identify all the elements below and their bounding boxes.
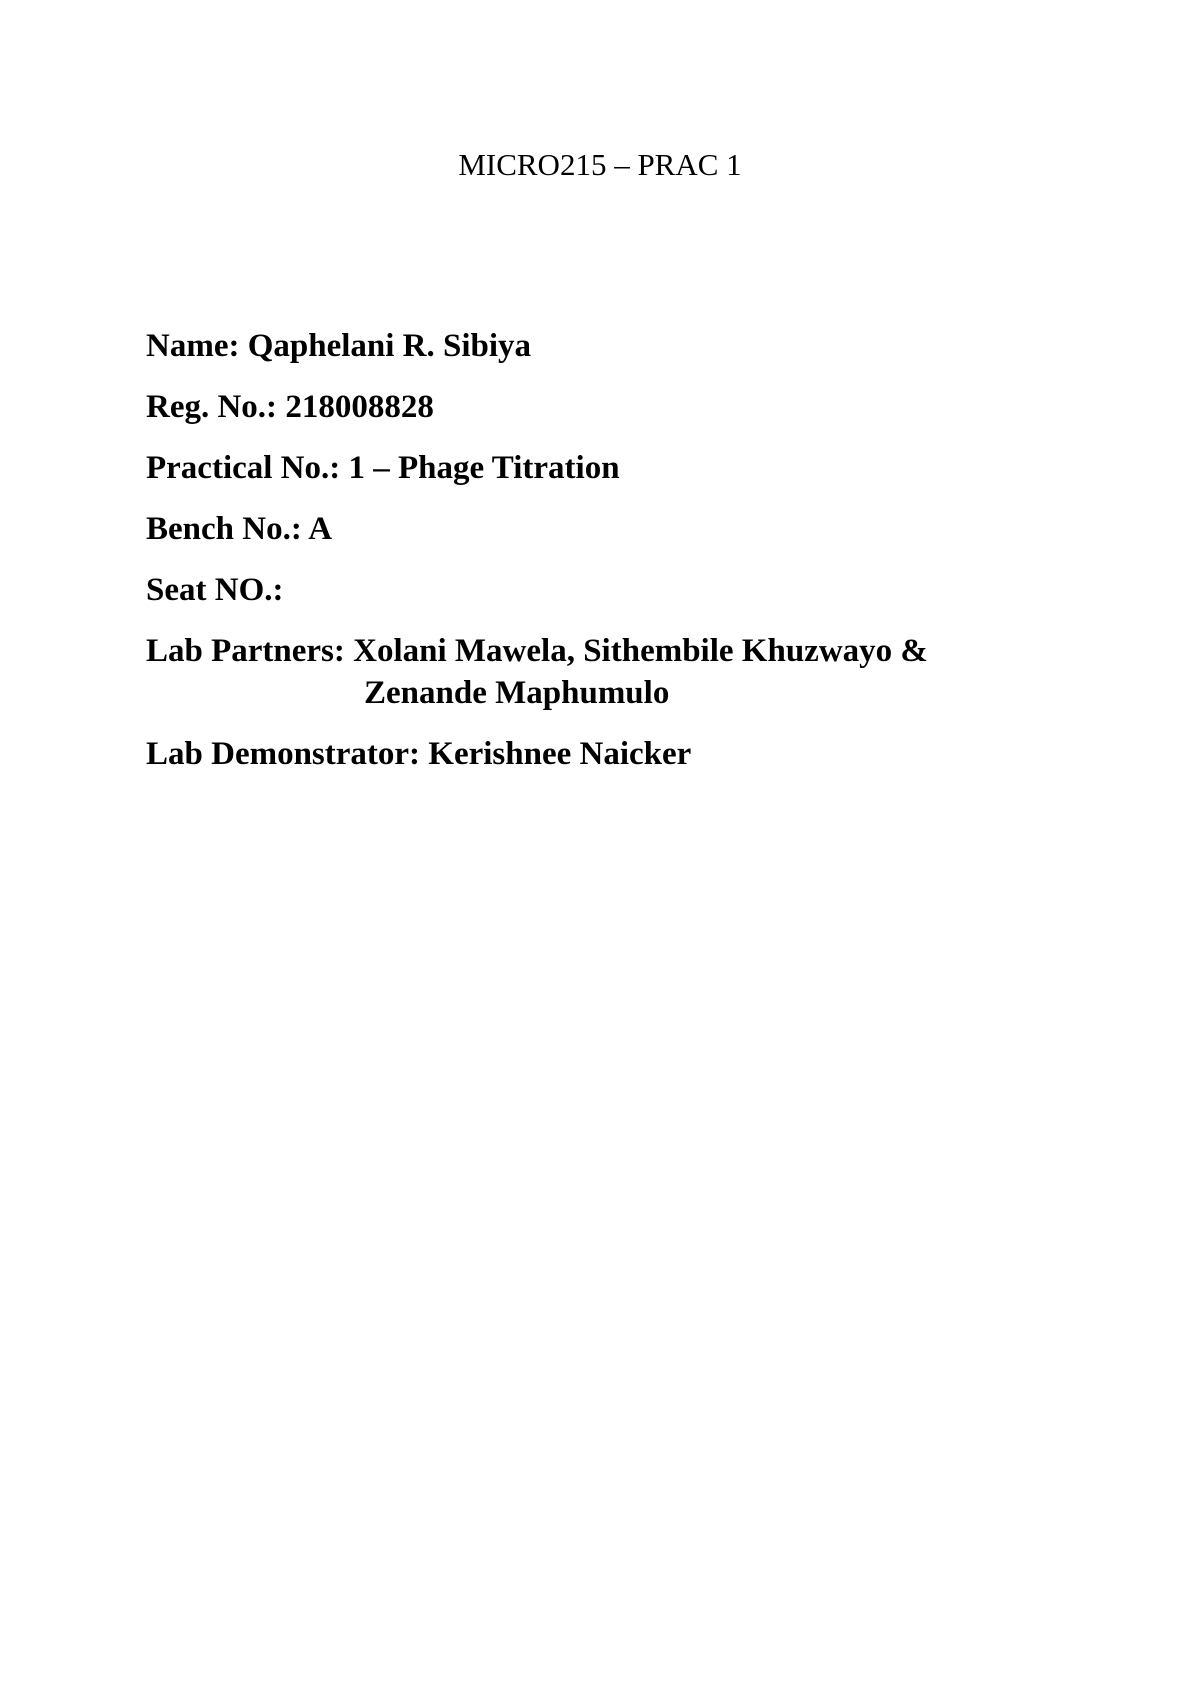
name-label: Name: [146, 328, 240, 364]
lab-partners-value-line2: Zenande Maphumulo [364, 675, 670, 711]
practical-no-value: 1 – Phage Titration [348, 450, 620, 486]
lab-demonstrator-label: Lab Demonstrator: [146, 736, 421, 772]
reg-no-label: Reg. No.: [146, 389, 278, 425]
practical-no-label: Practical No.: [146, 450, 341, 486]
detail-row-lab-partners [146, 631, 1106, 734]
detail-row-lab-demonstrator [146, 734, 1106, 795]
seat-no-label: Seat NO.: [146, 572, 284, 608]
bench-no-value: A [308, 511, 333, 547]
bench-no-label: Bench No.: [146, 511, 302, 547]
student-details [146, 326, 1106, 795]
detail-row-reg-no [146, 387, 1106, 448]
lab-partners-label: Lab Partners: [146, 633, 345, 669]
detail-row-practical-no [146, 448, 1106, 509]
detail-row-seat-no [146, 570, 1106, 631]
detail-row-bench-no [146, 509, 1106, 570]
reg-no-value: 218008828 [285, 389, 434, 425]
detail-row-name [146, 326, 1106, 387]
name-value: Qaphelani R. Sibiya [247, 328, 532, 364]
lab-partners-value-line1: Xolani Mawela, Sithembile Khuzwayo & [353, 633, 928, 669]
document-title: MICRO215 – PRAC 1 [458, 147, 742, 182]
lab-demonstrator-value: Kerishnee Naicker [428, 736, 692, 772]
